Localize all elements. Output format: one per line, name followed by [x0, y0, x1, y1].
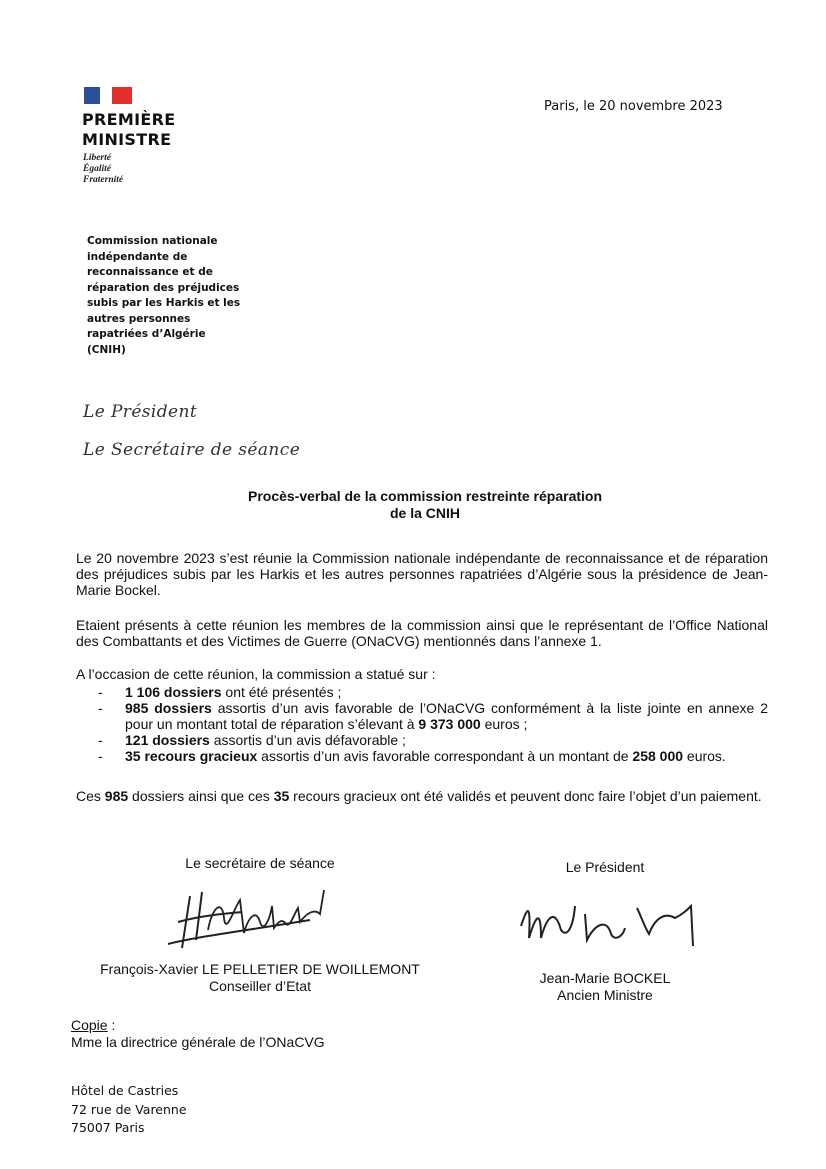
secretary-name: François-Xavier LE PELLETIER DE WOILLEMONT [100, 961, 420, 977]
paragraph-attendees: Etaient présents à cette réunion les membres de la commission ainsi que le représentant de l’Office National des Combattants et des Victimes de Guerre (ONaCVG) mentionnés dans l’annexe 1. [76, 617, 768, 649]
list-dash: - [98, 684, 103, 700]
conclusion-text: dossiers ainsi que ces [128, 788, 274, 804]
logo-line-2: MINISTRE [82, 130, 172, 149]
address-line: 72 rue de Varenne [71, 1101, 187, 1117]
commission-block [87, 234, 247, 358]
motto-liberte: Liberté [83, 153, 111, 163]
commission-line: subis par les Harkis et les [87, 297, 241, 309]
secretary-role: Le secrétaire de séance [185, 855, 335, 871]
conclusion-number: 35 [273, 788, 290, 804]
document-date: Paris, le 20 novembre 2023 [544, 99, 723, 114]
list-dash: - [98, 748, 103, 764]
copy-recipient: Mme la directrice générale de l’ONaCVG [71, 1034, 325, 1050]
motto-fraternite: Fraternité [83, 175, 124, 185]
list-item [98, 700, 768, 732]
document-title [230, 488, 620, 522]
address-line: Hôtel de Castries [71, 1083, 179, 1098]
copy-label-line [71, 1017, 325, 1034]
decisions-list [98, 684, 768, 764]
president-signature [515, 888, 705, 958]
paragraph-conclusion [76, 788, 768, 804]
item-text: assortis d’un avis favorable correspondant à un montant de [257, 748, 633, 764]
item-bold: 121 dossiers [125, 732, 210, 748]
copy-separator: : [107, 1017, 116, 1033]
motto [83, 153, 123, 186]
republic-flag-logo [84, 87, 132, 104]
item-tail: euros ; [480, 716, 528, 732]
list-item [98, 684, 768, 700]
item-bold: 1 106 dossiers [125, 684, 222, 700]
commission-line: indépendante de [87, 250, 188, 263]
copy-label: Copie [71, 1017, 108, 1033]
president-title: Ancien Ministre [557, 987, 653, 1003]
flag-white-band [100, 87, 112, 104]
item-text: assortis d’un avis favorable de l’ONaCVG conformément à la liste jointe en annexe 2 pour un montant total de réparation s’élevant à [125, 700, 768, 732]
script-president: Le Président [83, 402, 198, 422]
secretary-block [80, 961, 440, 995]
president-block [500, 970, 710, 1004]
commission-line: autres personnes [87, 312, 191, 325]
flag-red-band [112, 87, 132, 104]
item-bold: 985 dossiers [125, 700, 212, 716]
president-role: Le Président [565, 859, 645, 875]
item-text: assortis d’un avis défavorable ; [209, 732, 406, 748]
commission-line: Commission nationale [87, 235, 218, 247]
item-amount: 9 373 000 [418, 716, 481, 732]
copy-block [71, 1017, 325, 1051]
script-secretary: Le Secrétaire de séance [83, 440, 301, 460]
title-line-1: Procès-verbal de la commission restreinte réparation [247, 488, 603, 504]
list-item [98, 732, 768, 748]
paragraph-intro: Le 20 novembre 2023 s’est réunie la Commission nationale indépendante de reconnaissance et de réparation des préjudices subis par les Harkis et les autres personnes rapatriées d’Algérie sous la présidence de Jean-Marie Bockel. [76, 550, 768, 598]
paragraph-decisions-intro: A l’occasion de cette réunion, la commission a statué sur : [76, 666, 436, 682]
commission-line: rapatriées d’Algérie [87, 328, 206, 340]
president-name: Jean-Marie BOCKEL [539, 970, 671, 986]
conclusion-text: Ces [76, 788, 105, 804]
commission-line: (CNIH) [87, 343, 126, 356]
conclusion-number: 985 [104, 788, 129, 804]
secretary-signature [160, 878, 340, 958]
logo-title [82, 110, 175, 150]
item-text: ont été présentés ; [221, 684, 342, 700]
secretary-title: Conseiller d’Etat [209, 978, 311, 994]
item-bold: 35 recours gracieux [125, 748, 258, 764]
commission-line: réparation des préjudices [87, 281, 240, 294]
footer-address [71, 1082, 187, 1138]
motto-egalite: Égalité [83, 164, 111, 174]
logo-line-1: PREMIÈRE [82, 110, 176, 129]
conclusion-text: recours gracieux ont été validés et peuvent donc faire l’objet d’un paiement. [289, 788, 762, 804]
list-dash: - [98, 732, 103, 748]
item-tail: euros. [683, 748, 726, 764]
list-dash: - [98, 700, 103, 716]
address-line: 75007 Paris [71, 1120, 145, 1135]
flag-blue-band [84, 87, 100, 104]
title-line-2: de la CNIH [389, 505, 460, 521]
item-amount: 258 000 [632, 748, 684, 764]
list-item [98, 748, 768, 764]
commission-line: reconnaissance et de [87, 266, 213, 278]
